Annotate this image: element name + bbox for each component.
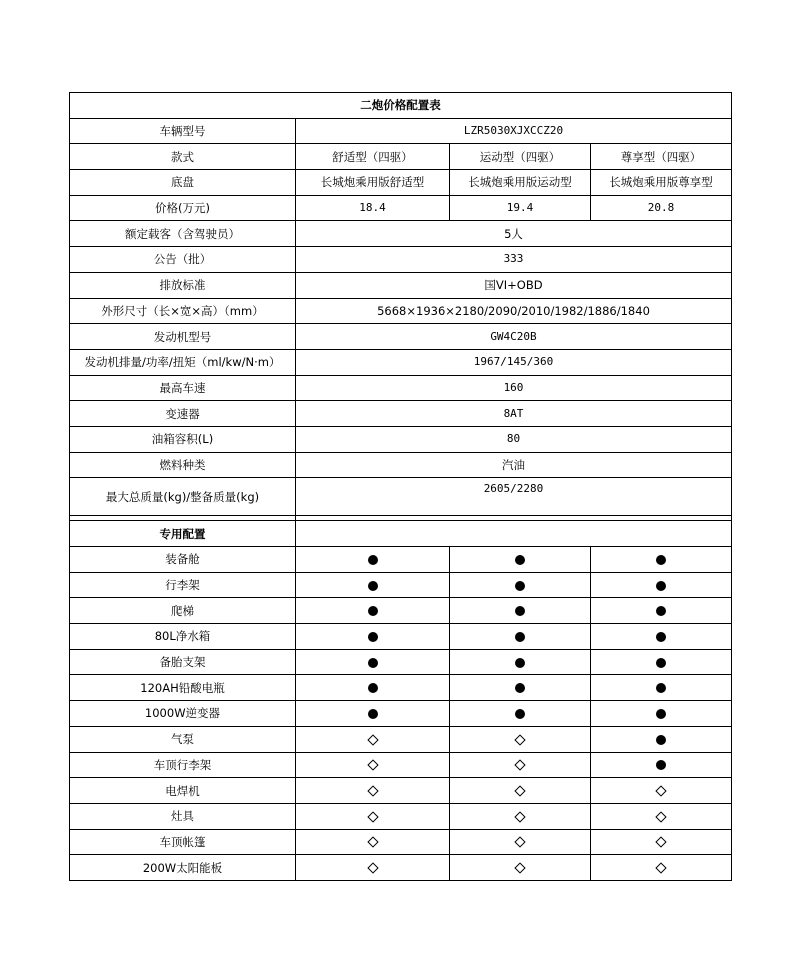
config-mark-cell bbox=[296, 598, 450, 624]
config-mark-cell bbox=[296, 547, 450, 573]
spec-row-model bbox=[70, 118, 732, 144]
spec-row-emission bbox=[70, 272, 732, 298]
spec-label: 底盘 bbox=[70, 170, 296, 196]
config-mark-cell bbox=[591, 624, 732, 650]
optional-diamond-icon bbox=[655, 811, 666, 822]
spec-label: 发动机型号 bbox=[70, 324, 296, 350]
standard-dot-icon bbox=[515, 632, 525, 642]
standard-dot-icon bbox=[656, 658, 666, 668]
spec-label: 车辆型号 bbox=[70, 118, 296, 144]
spec-row-chassis bbox=[70, 170, 732, 196]
config-section-header bbox=[70, 521, 732, 547]
config-item-label: 车顶帐篷 bbox=[70, 829, 296, 855]
config-row bbox=[70, 598, 732, 624]
optional-diamond-icon bbox=[367, 734, 378, 745]
config-mark-cell bbox=[450, 752, 591, 778]
config-section-blank bbox=[296, 521, 732, 547]
config-row bbox=[70, 752, 732, 778]
spec-value: 333 bbox=[296, 247, 732, 273]
config-mark-cell bbox=[296, 829, 450, 855]
spec-label: 油箱容积(L) bbox=[70, 426, 296, 452]
spec-label: 变速器 bbox=[70, 401, 296, 427]
config-row bbox=[70, 624, 732, 650]
config-mark-cell bbox=[450, 701, 591, 727]
spec-row-transmission bbox=[70, 401, 732, 427]
config-section-label: 专用配置 bbox=[70, 521, 296, 547]
optional-diamond-icon bbox=[514, 760, 525, 771]
config-mark-cell bbox=[450, 547, 591, 573]
config-row bbox=[70, 547, 732, 573]
price-config-sheet bbox=[69, 92, 731, 881]
config-mark-cell bbox=[296, 752, 450, 778]
spec-label: 价格(万元) bbox=[70, 195, 296, 221]
config-item-label: 灶具 bbox=[70, 803, 296, 829]
config-mark-cell bbox=[450, 855, 591, 881]
chassis-sport: 长城炮乘用版运动型 bbox=[450, 170, 591, 196]
config-mark-cell bbox=[591, 778, 732, 804]
standard-dot-icon bbox=[368, 658, 378, 668]
standard-dot-icon bbox=[368, 581, 378, 591]
optional-diamond-icon bbox=[514, 837, 525, 848]
spec-value: GW4C20B bbox=[296, 324, 732, 350]
optional-diamond-icon bbox=[367, 837, 378, 848]
standard-dot-icon bbox=[515, 606, 525, 616]
spec-value: 2605/2280 bbox=[296, 478, 732, 516]
spec-row-engine-model bbox=[70, 324, 732, 350]
spec-label: 最高车速 bbox=[70, 375, 296, 401]
spec-label: 最大总质量(kg)/整备质量(kg) bbox=[70, 478, 296, 516]
standard-dot-icon bbox=[656, 555, 666, 565]
config-item-label: 装备舱 bbox=[70, 547, 296, 573]
spec-row-tank bbox=[70, 426, 732, 452]
spec-row-top-speed bbox=[70, 375, 732, 401]
config-mark-cell bbox=[591, 829, 732, 855]
config-row bbox=[70, 572, 732, 598]
config-row bbox=[70, 778, 732, 804]
optional-diamond-icon bbox=[655, 837, 666, 848]
spec-value: LZR5030XJXCCZ20 bbox=[296, 118, 732, 144]
config-mark-cell bbox=[296, 778, 450, 804]
optional-diamond-icon bbox=[367, 862, 378, 873]
config-row bbox=[70, 675, 732, 701]
config-mark-cell bbox=[450, 675, 591, 701]
optional-diamond-icon bbox=[514, 785, 525, 796]
spec-value: 国VI+OBD bbox=[296, 272, 732, 298]
optional-diamond-icon bbox=[367, 811, 378, 822]
standard-dot-icon bbox=[656, 683, 666, 693]
spec-value: 160 bbox=[296, 375, 732, 401]
config-mark-cell bbox=[591, 752, 732, 778]
config-mark-cell bbox=[450, 598, 591, 624]
config-mark-cell bbox=[450, 624, 591, 650]
price-premium: 20.8 bbox=[591, 195, 732, 221]
standard-dot-icon bbox=[656, 632, 666, 642]
optional-diamond-icon bbox=[367, 760, 378, 771]
config-row bbox=[70, 855, 732, 881]
optional-diamond-icon bbox=[514, 862, 525, 873]
standard-dot-icon bbox=[515, 683, 525, 693]
spec-row-fuel bbox=[70, 452, 732, 478]
config-item-label: 200W太阳能板 bbox=[70, 855, 296, 881]
spec-label: 外形尺寸（长×宽×高）（mm） bbox=[70, 298, 296, 324]
standard-dot-icon bbox=[656, 606, 666, 616]
standard-dot-icon bbox=[368, 632, 378, 642]
config-item-label: 行李架 bbox=[70, 572, 296, 598]
config-mark-cell bbox=[591, 701, 732, 727]
config-mark-cell bbox=[591, 572, 732, 598]
config-mark-cell bbox=[591, 726, 732, 752]
config-row bbox=[70, 701, 732, 727]
config-mark-cell bbox=[450, 572, 591, 598]
price-config-table bbox=[69, 92, 732, 881]
standard-dot-icon bbox=[656, 709, 666, 719]
spec-value: 5人 bbox=[296, 221, 732, 247]
config-mark-cell bbox=[450, 649, 591, 675]
config-item-label: 备胎支架 bbox=[70, 649, 296, 675]
config-mark-cell bbox=[296, 726, 450, 752]
price-sport: 19.4 bbox=[450, 195, 591, 221]
style-premium: 尊享型（四驱） bbox=[591, 144, 732, 170]
spec-row-price bbox=[70, 195, 732, 221]
config-row bbox=[70, 649, 732, 675]
config-item-label: 车顶行李架 bbox=[70, 752, 296, 778]
spec-row-passengers bbox=[70, 221, 732, 247]
title-row bbox=[70, 93, 732, 119]
spec-row-announcement bbox=[70, 247, 732, 273]
standard-dot-icon bbox=[368, 683, 378, 693]
spec-label: 燃料种类 bbox=[70, 452, 296, 478]
chassis-comfort: 长城炮乘用版舒适型 bbox=[296, 170, 450, 196]
table-title: 二炮价格配置表 bbox=[70, 93, 732, 119]
optional-diamond-icon bbox=[514, 734, 525, 745]
spec-label: 公告（批） bbox=[70, 247, 296, 273]
config-item-label: 气泵 bbox=[70, 726, 296, 752]
config-row bbox=[70, 803, 732, 829]
standard-dot-icon bbox=[368, 709, 378, 719]
config-mark-cell bbox=[591, 547, 732, 573]
optional-diamond-icon bbox=[367, 785, 378, 796]
optional-diamond-icon bbox=[655, 785, 666, 796]
config-mark-cell bbox=[450, 803, 591, 829]
standard-dot-icon bbox=[656, 735, 666, 745]
config-mark-cell bbox=[591, 598, 732, 624]
spec-value: 5668×1936×2180/2090/2010/1982/1886/1840 bbox=[296, 298, 732, 324]
config-mark-cell bbox=[296, 855, 450, 881]
spec-row-dimensions bbox=[70, 298, 732, 324]
config-mark-cell bbox=[296, 675, 450, 701]
standard-dot-icon bbox=[368, 606, 378, 616]
config-mark-cell bbox=[591, 855, 732, 881]
spec-label: 发动机排量/功率/扭矩（ml/kw/N·m） bbox=[70, 349, 296, 375]
config-mark-cell bbox=[591, 803, 732, 829]
config-row bbox=[70, 829, 732, 855]
standard-dot-icon bbox=[515, 709, 525, 719]
standard-dot-icon bbox=[656, 581, 666, 591]
config-mark-cell bbox=[450, 778, 591, 804]
standard-dot-icon bbox=[515, 658, 525, 668]
spec-value: 汽油 bbox=[296, 452, 732, 478]
config-mark-cell bbox=[296, 649, 450, 675]
spec-label: 额定载客（含驾驶员） bbox=[70, 221, 296, 247]
spec-row-mass bbox=[70, 478, 732, 516]
standard-dot-icon bbox=[656, 760, 666, 770]
chassis-premium: 长城炮乘用版尊享型 bbox=[591, 170, 732, 196]
style-comfort: 舒适型（四驱） bbox=[296, 144, 450, 170]
optional-diamond-icon bbox=[514, 811, 525, 822]
standard-dot-icon bbox=[515, 581, 525, 591]
spec-value: 8AT bbox=[296, 401, 732, 427]
spec-value: 1967/145/360 bbox=[296, 349, 732, 375]
config-mark-cell bbox=[591, 675, 732, 701]
spec-value: 80 bbox=[296, 426, 732, 452]
config-item-label: 80L净水箱 bbox=[70, 624, 296, 650]
config-item-label: 1000W逆变器 bbox=[70, 701, 296, 727]
spec-label: 款式 bbox=[70, 144, 296, 170]
config-mark-cell bbox=[296, 572, 450, 598]
style-sport: 运动型（四驱） bbox=[450, 144, 591, 170]
spec-row-styles bbox=[70, 144, 732, 170]
config-mark-cell bbox=[450, 829, 591, 855]
config-item-label: 120AH铅酸电瓶 bbox=[70, 675, 296, 701]
spec-row-engine-specs bbox=[70, 349, 732, 375]
config-item-label: 电焊机 bbox=[70, 778, 296, 804]
config-mark-cell bbox=[296, 803, 450, 829]
config-mark-cell bbox=[450, 726, 591, 752]
standard-dot-icon bbox=[515, 555, 525, 565]
optional-diamond-icon bbox=[655, 862, 666, 873]
standard-dot-icon bbox=[368, 555, 378, 565]
price-comfort: 18.4 bbox=[296, 195, 450, 221]
config-row bbox=[70, 726, 732, 752]
spec-label: 排放标准 bbox=[70, 272, 296, 298]
config-item-label: 爬梯 bbox=[70, 598, 296, 624]
config-mark-cell bbox=[296, 701, 450, 727]
config-mark-cell bbox=[591, 649, 732, 675]
config-mark-cell bbox=[296, 624, 450, 650]
